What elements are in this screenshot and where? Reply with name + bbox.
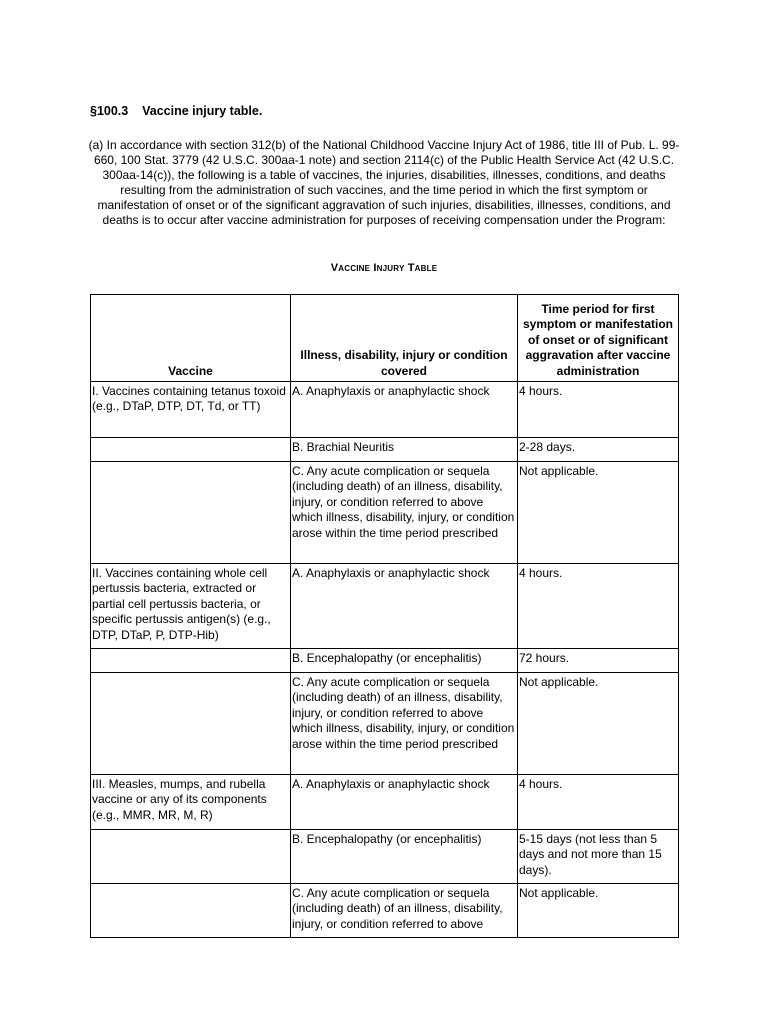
table-row	[91, 462, 679, 564]
table-row	[91, 564, 679, 649]
table-row	[91, 382, 679, 438]
illness-cell: B. Encephalopathy (or encephalitis)	[291, 649, 518, 673]
time-period-cell: Not applicable.	[518, 673, 679, 775]
table-row	[91, 649, 679, 673]
vaccine-cell: I. Vaccines containing tetanus toxoid (e.g., DTaP, DTP, DT, Td, or TT)	[91, 382, 291, 438]
illness-cell: B. Brachial Neuritis	[291, 438, 518, 462]
header-vaccine: Vaccine	[91, 295, 291, 382]
time-period-cell: 4 hours.	[518, 382, 679, 438]
table-row	[91, 438, 679, 462]
vaccine-cell	[91, 884, 291, 938]
table-row	[91, 775, 679, 830]
intro-paragraph: (a) In accordance with section 312(b) of the National Childhood Vaccine Injury Act of 1986, title III of Pub. L. 99-660, 100 Stat. 3779 (42 U.S.C. 300aa-1 note) and section 2114(c) of the Public Health Service Act (42 U.S.C. 300aa-14(c)), the following is a table of vaccines, the injuries, disabilities, illnesses, conditions, and deaths resulting from the administration of such vaccines, and the time period in which the first symptom or manifestation of onset or of the significant aggravation of such injuries, disabilities, illnesses, conditions, and deaths is to occur after vaccine administration for purposes of receiving compensation under the Program:	[88, 138, 680, 227]
section-heading: §100.3 Vaccine injury table.	[90, 104, 263, 118]
vaccine-cell	[91, 649, 291, 673]
illness-cell: C. Any acute complication or sequela (including death) of an illness, disability, injury, or condition referred to above which illness, disability, injury, or condition arose within the time period prescribed	[291, 673, 518, 775]
illness-cell: A. Anaphylaxis or anaphylactic shock	[291, 775, 518, 830]
vaccine-cell	[91, 830, 291, 884]
time-period-cell: 2-28 days.	[518, 438, 679, 462]
header-illness: Illness, disability, injury or condition covered	[291, 295, 518, 382]
illness-cell: A. Anaphylaxis or anaphylactic shock	[291, 564, 518, 649]
time-period-cell: 72 hours.	[518, 649, 679, 673]
table-title: Vaccine Injury Table	[330, 262, 438, 274]
vaccine-cell	[91, 673, 291, 775]
time-period-cell: 4 hours.	[518, 564, 679, 649]
header-time-period: Time period for first symptom or manifestation of onset or of significant aggravation after vaccine administration	[518, 295, 679, 382]
time-period-cell: Not applicable.	[518, 462, 679, 564]
time-period-cell: Not applicable.	[518, 884, 679, 938]
illness-cell: B. Encephalopathy (or encephalitis)	[291, 830, 518, 884]
vaccine-cell	[91, 438, 291, 462]
time-period-cell: 4 hours.	[518, 775, 679, 830]
table-header-row	[91, 295, 679, 382]
illness-cell: A. Anaphylaxis or anaphylactic shock	[291, 382, 518, 438]
vaccine-cell: II. Vaccines containing whole cell pertussis bacteria, extracted or partial cell pertussis bacteria, or specific pertussis antigen(s) (e.g., DTP, DTaP, P, DTP-Hib)	[91, 564, 291, 649]
illness-cell: C. Any acute complication or sequela (including death) of an illness, disability, injury, or condition referred to above	[291, 884, 518, 938]
illness-cell: C. Any acute complication or sequela (including death) of an illness, disability, injury, or condition referred to above which illness, disability, injury, or condition arose within the time period prescribed	[291, 462, 518, 564]
table-row	[91, 830, 679, 884]
vaccine-cell	[91, 462, 291, 564]
vaccine-injury-table	[90, 294, 679, 938]
time-period-cell: 5-15 days (not less than 5 days and not more than 15 days).	[518, 830, 679, 884]
vaccine-cell: III. Measles, mumps, and rubella vaccine or any of its components (e.g., MMR, MR, M, R)	[91, 775, 291, 830]
table-row	[91, 884, 679, 938]
table-row	[91, 673, 679, 775]
